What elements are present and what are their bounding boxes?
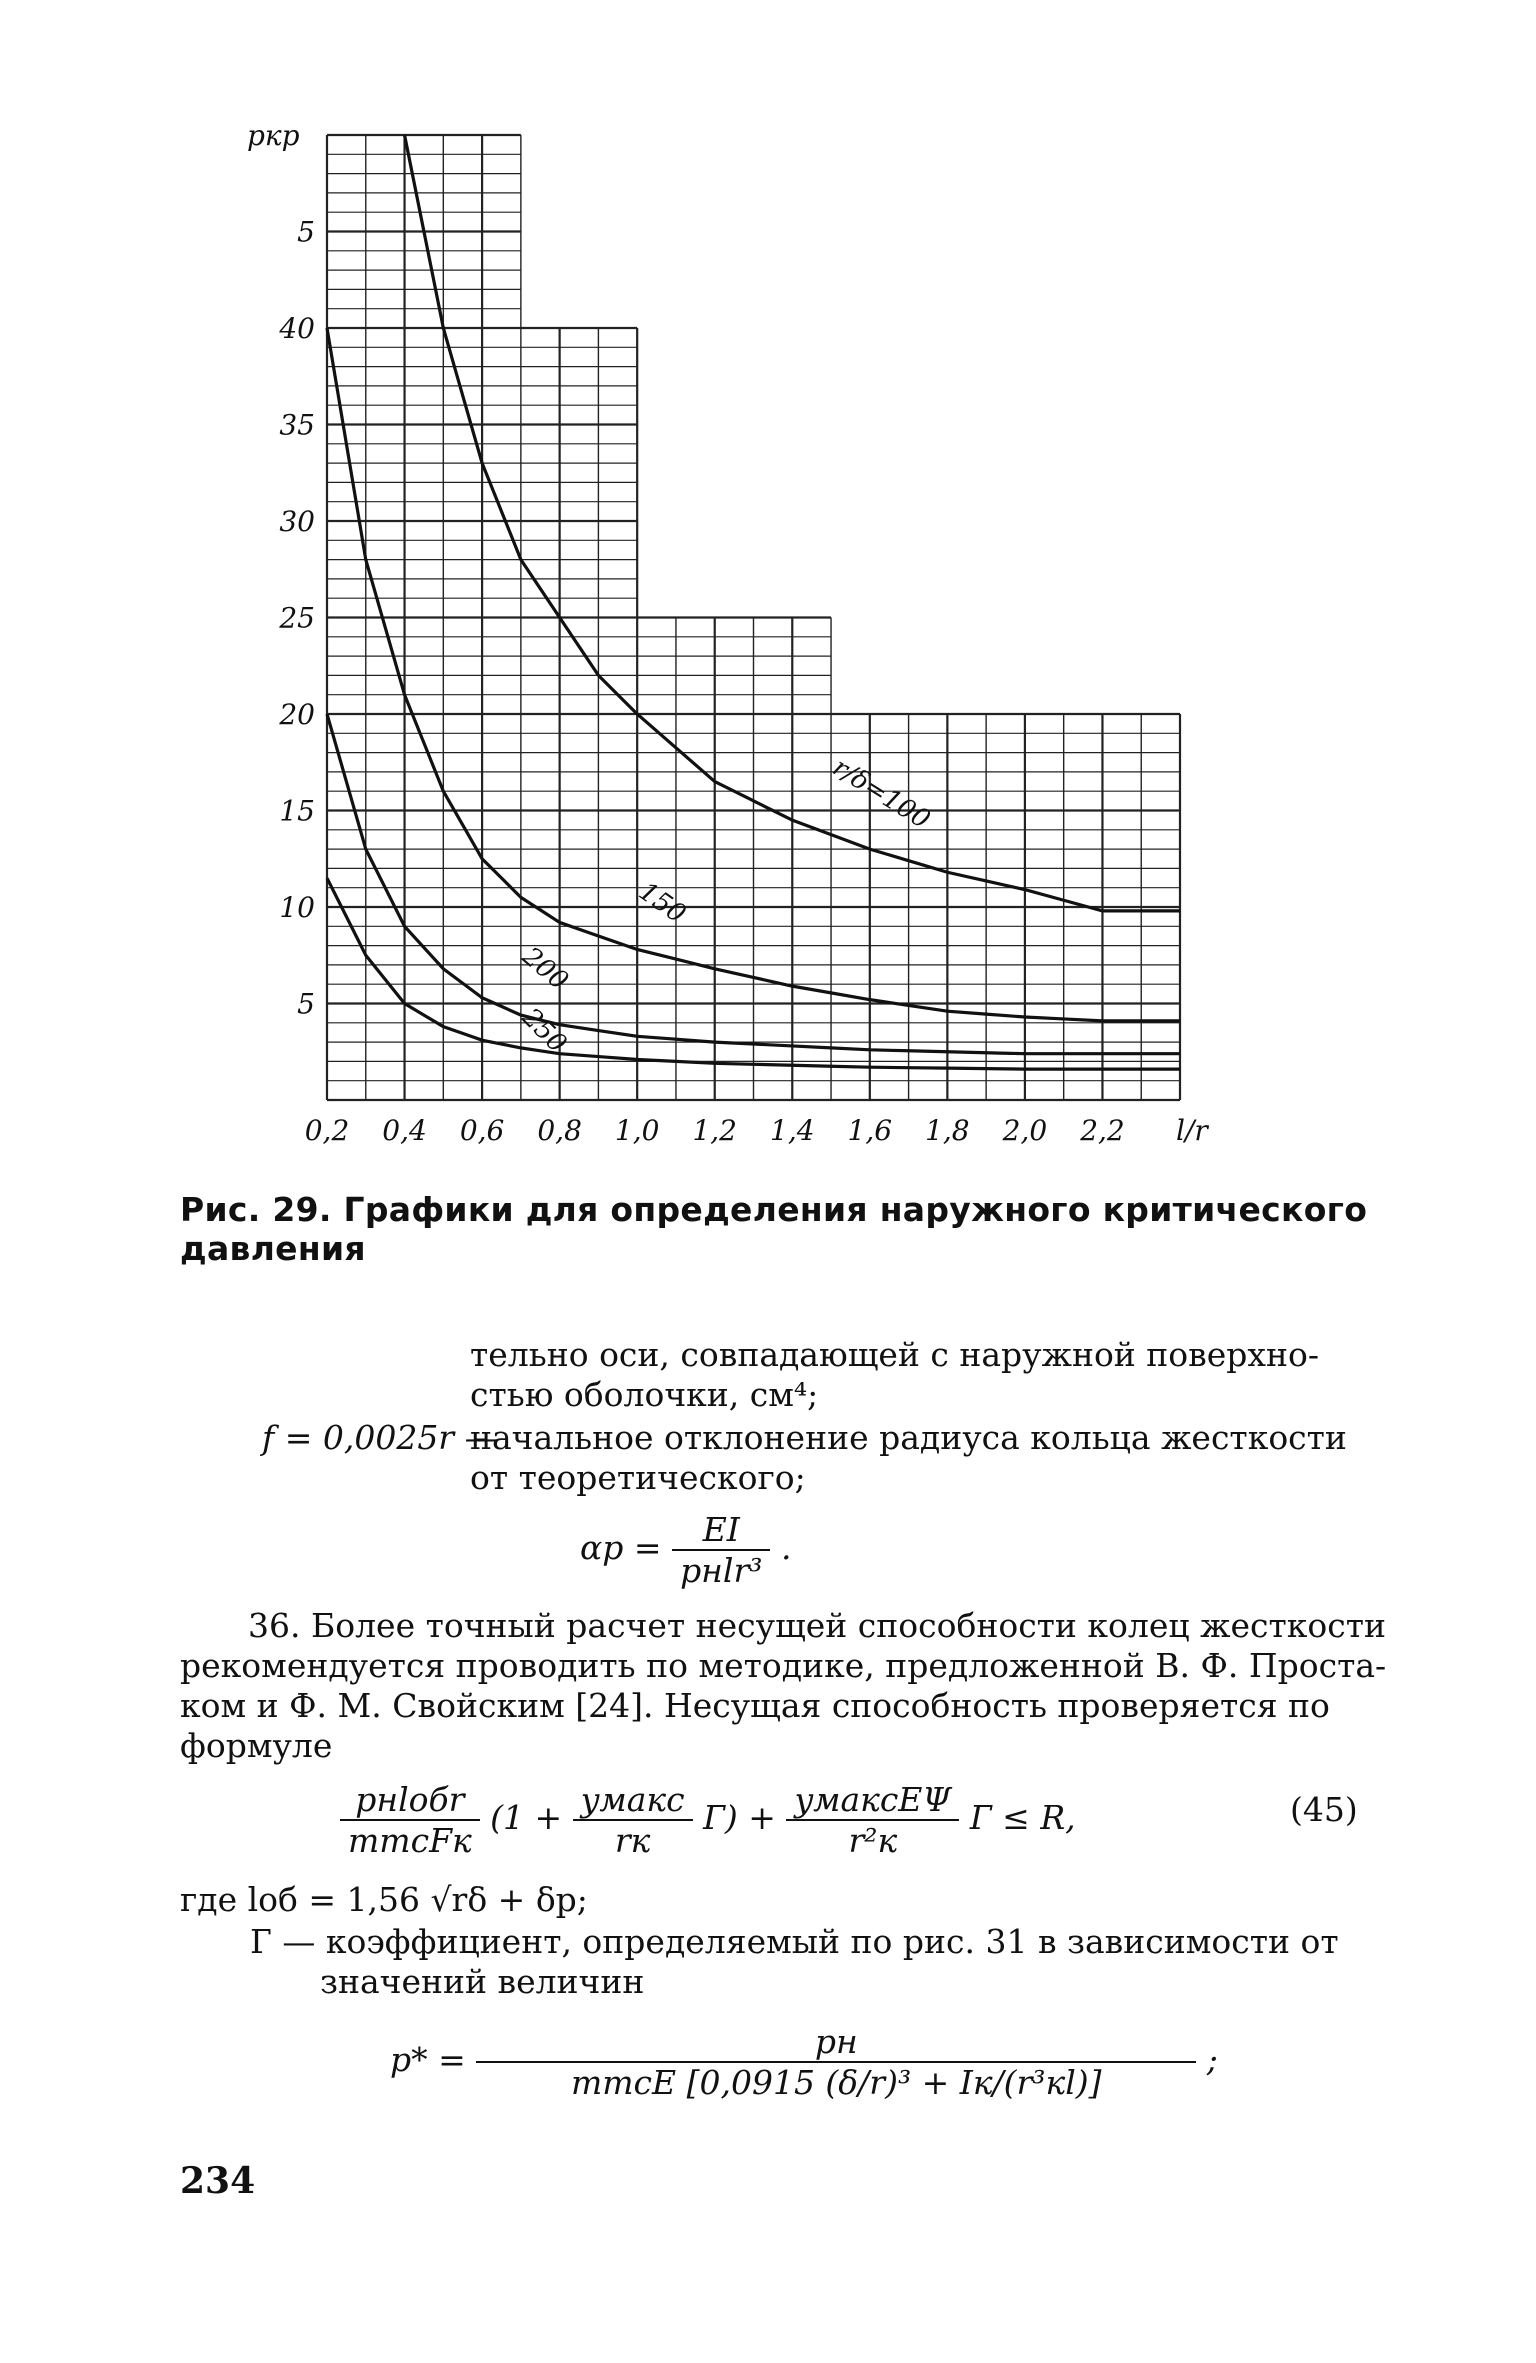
x-tick-label: 0,8 (537, 1114, 582, 1147)
text-line: тельно оси, совпадающей с наружной поверхно- (470, 1335, 1320, 1374)
f45-g: Г) + (703, 1798, 776, 1837)
critical-pressure-chart (0, 0, 1536, 1180)
curve-label: 150 (633, 876, 692, 930)
f45-b-num: yмакс (573, 1780, 693, 1821)
y-tick-label: 5 (297, 987, 315, 1021)
curve-label: 200 (516, 941, 574, 997)
x-tick-label: 0,4 (382, 1114, 427, 1147)
p-star-end: ; (1206, 2040, 1218, 2079)
y-tick-label: 40 (279, 312, 315, 345)
x-tick-label: 1,4 (770, 1114, 815, 1147)
y-tick-label: 5 (297, 215, 315, 249)
y-tick-label: 10 (279, 891, 315, 924)
figure-caption: Рис. 29. Графики для определения наружного критического давления (180, 1190, 1368, 1268)
x-tick-label: 0,2 (304, 1114, 350, 1147)
f45-tail: Г ≤ R, (969, 1798, 1076, 1837)
chart-grid (327, 135, 1180, 1100)
paragraph-line: ком и Ф. М. Свойским [24]. Несущая способность проверяется по (180, 1686, 1330, 1725)
formula-45 (340, 1780, 1076, 1860)
formula-number: (45) (1290, 1790, 1358, 1829)
y-tick-label: 20 (279, 698, 315, 731)
y-tick-label: 35 (279, 408, 315, 442)
gamma-line: Г — коэффициент, определяемый по рис. 31 в зависимости от (250, 1922, 1339, 1961)
x-tick-label: 1,0 (614, 1114, 660, 1147)
text-line: от теоретического; (470, 1458, 806, 1497)
alpha-formula: αр = $\frac{EI}{\text{pнlr³}}$ . (580, 1510, 792, 1590)
p-star-den: mmcE [0,0915 (δ/r)³ + Iк/(r³кl)] (570, 2063, 1102, 2102)
p-star-formula (390, 2022, 1218, 2102)
f45-c-den: r²к (848, 1821, 898, 1860)
f-formula: f = 0,0025r — (262, 1418, 498, 1457)
x-tick-label: 1,2 (692, 1114, 737, 1147)
page-number: 234 (180, 2160, 256, 2202)
curve-label: 250 (515, 1002, 573, 1059)
alpha-den: pнlr³ (680, 1551, 763, 1590)
paragraph-line: рекомендуется проводить по методике, предложенной В. Ф. Проста- (180, 1646, 1387, 1685)
x-tick-label: 2,2 (1080, 1114, 1125, 1147)
paragraph-line: формуле (180, 1726, 333, 1765)
text-line: стью оболочки, см⁴; (470, 1375, 819, 1414)
y-tick-label: 25 (279, 601, 315, 635)
x-tick-label: 2,0 (1002, 1114, 1048, 1147)
y-tick-label: 15 (279, 794, 315, 828)
text-line: начальное отклонение радиуса кольца жесткости (470, 1418, 1347, 1457)
f45-b-den: rк (614, 1821, 651, 1860)
f45-c-num: yмаксEΨ (786, 1780, 959, 1821)
paragraph-line: 36. Более точный расчет несущей способности колец жесткости (248, 1606, 1386, 1645)
f45-a-num: pнlобr (340, 1780, 480, 1821)
curve-label: r/δ=100 (827, 752, 936, 836)
gamma-line: значений величин (320, 1962, 645, 2001)
where-line: где lоб = 1,56 √rδ + δр; (180, 1880, 588, 1919)
alpha-num: EI (672, 1510, 770, 1551)
x-tick-label: 1,8 (925, 1114, 970, 1147)
y-axis-label: pкр (247, 119, 300, 152)
f45-one: (1 + (490, 1798, 563, 1837)
p-star-num: pн (476, 2022, 1196, 2063)
p-star-left: p* = (390, 2040, 466, 2079)
chart-labels (247, 119, 1209, 1147)
x-axis-label: l/r (1176, 1114, 1208, 1147)
y-tick-label: 30 (279, 505, 315, 538)
f45-a-den: mmcFк (348, 1821, 472, 1860)
alpha-left: αр = (580, 1528, 662, 1567)
x-tick-label: 1,6 (847, 1114, 893, 1147)
x-tick-label: 0,6 (459, 1114, 505, 1147)
